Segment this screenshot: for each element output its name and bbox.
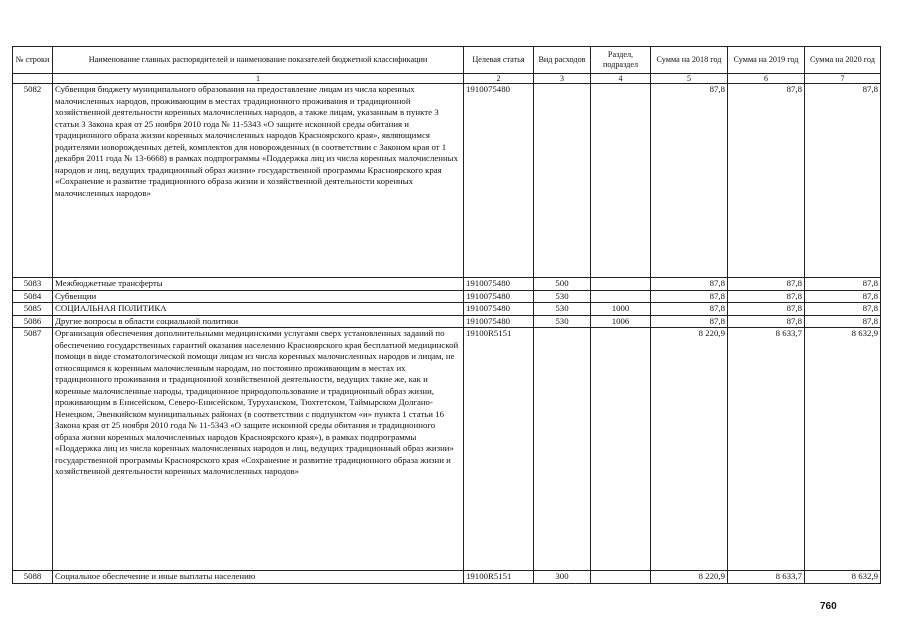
row-number: 5087 <box>13 328 53 571</box>
row-sum-2018: 8 220,9 <box>651 328 728 571</box>
row-expense-type: 500 <box>534 278 591 291</box>
header-num: № строки <box>13 47 53 74</box>
row-sum-2019: 8 633,7 <box>728 571 805 584</box>
row-name: Социальное обеспечение и иные выплаты населению <box>53 571 464 584</box>
row-name: Субвенция бюджету муниципального образования на предоставление лицам из числа коренных малочисленных народов, проживающим в местах традиционного проживания и традиционной хозяйственной деятельности коренных малочисленных народов, а также лицам, указанным в пункте 3 статьи 3 Закона края от 25 ноября 2010 года № 11-5343 «О защите исконной среды обитания и традиционного образа жизни коренных малочисленных народов Красноярского края», являющимся родителями новорожденных детей, комплектов для новорожденных (в соответствии с Законом края от 1 декабря 2011 года № 13-6668) в рамках подпрограммы «Поддержка лиц из числа коренных малочисленных народов и лиц, ведущих традиционный образ жизни» государственной программы Красноярского края «Сохранение и развитие традиционного образа жизни и хозяйственной деятельности коренных малочисленных народов» <box>53 84 464 278</box>
row-name: Субвенции <box>53 290 464 303</box>
row-section: 1000 <box>591 303 651 316</box>
row-number: 5084 <box>13 290 53 303</box>
row-number: 5086 <box>13 315 53 328</box>
header-code: Целевая статья <box>464 47 534 74</box>
row-sum-2020: 8 632,9 <box>805 571 881 584</box>
row-sum-2018: 87,8 <box>651 290 728 303</box>
table-row <box>13 315 881 328</box>
column-index: 2 <box>464 74 534 84</box>
row-name: СОЦИАЛЬНАЯ ПОЛИТИКА <box>53 303 464 316</box>
header-row <box>13 47 881 74</box>
column-index: 1 <box>53 74 464 84</box>
row-expense-type <box>534 84 591 278</box>
row-sum-2020: 87,8 <box>805 278 881 291</box>
row-sum-2019: 87,8 <box>728 290 805 303</box>
table-row <box>13 84 881 278</box>
table-row <box>13 571 881 584</box>
row-section <box>591 571 651 584</box>
row-target-code: 1910075480 <box>464 278 534 291</box>
row-sum-2019: 87,8 <box>728 278 805 291</box>
header-razdel: Раздел, подраздел <box>591 47 651 74</box>
table-row <box>13 328 881 571</box>
row-target-code: 19100R5151 <box>464 571 534 584</box>
row-target-code: 1910075480 <box>464 84 534 278</box>
row-section <box>591 328 651 571</box>
row-sum-2019: 8 633,7 <box>728 328 805 571</box>
row-expense-type: 530 <box>534 290 591 303</box>
row-sum-2018: 87,8 <box>651 84 728 278</box>
row-section <box>591 278 651 291</box>
column-index <box>13 74 53 84</box>
column-index: 4 <box>591 74 651 84</box>
row-sum-2020: 87,8 <box>805 290 881 303</box>
row-number: 5085 <box>13 303 53 316</box>
row-sum-2018: 87,8 <box>651 278 728 291</box>
header-sum-2018: Сумма на 2018 год <box>651 47 728 74</box>
header-sum-2019: Сумма на 2019 год <box>728 47 805 74</box>
header-vid: Вид расходов <box>534 47 591 74</box>
row-name: Другие вопросы в области социальной политики <box>53 315 464 328</box>
row-sum-2019: 87,8 <box>728 84 805 278</box>
header-name: Наименование главных распорядителей и наименование показателей бюджетной классификации <box>53 47 464 74</box>
row-target-code: 19100R5151 <box>464 328 534 571</box>
row-name: Межбюджетные трансферты <box>53 278 464 291</box>
row-expense-type <box>534 328 591 571</box>
column-index: 7 <box>805 74 881 84</box>
column-index: 6 <box>728 74 805 84</box>
column-index: 5 <box>651 74 728 84</box>
row-target-code: 1910075480 <box>464 290 534 303</box>
row-number: 5082 <box>13 84 53 278</box>
budget-table <box>12 46 881 584</box>
row-name: Организация обеспечения дополнительными медицинскими услугами сверх установленных заданий по обеспечению государственных гарантий оказания населению Красноярского края бесплатной медицинской помощи в виде стоматологической помощи лицам из числа коренных малочисленных народов и лицам, не относящимся к коренным малочисленным народам, но постоянно проживающим в местах их традиционного проживания и традиционной хозяйственной деятельности, ведущих такие же, как и коренные малочисленные народы, традиционное природопользование и традиционный образ жизни, проживающим в Енисейском, Северо-Енисейском, Туруханском, Тюхтетском, Таймырском Долгано-Ненецком, Эвенкийском муниципальных районах (в соответствии с подпунктом «и» пункта 1 статьи 16 Закона края от 25 ноября 2010 года № 11-5343 «О защите исконной среды обитания и традиционного образа жизни коренных малочисленных народов Красноярского края»), в рамках подпрограммы «Поддержка лиц из числа коренных малочисленных народов и лиц, ведущих традиционный образ жизни» государственной программы Красноярского края «Сохранение и развитие традиционного образа жизни и хозяйственной деятельности коренных малочисленных народов» <box>53 328 464 571</box>
row-sum-2020: 87,8 <box>805 84 881 278</box>
row-sum-2018: 87,8 <box>651 315 728 328</box>
column-index: 3 <box>534 74 591 84</box>
row-sum-2020: 8 632,9 <box>805 328 881 571</box>
row-sum-2019: 87,8 <box>728 315 805 328</box>
row-target-code: 1910075480 <box>464 315 534 328</box>
table-row <box>13 290 881 303</box>
row-expense-type: 530 <box>534 315 591 328</box>
row-section <box>591 290 651 303</box>
page-number: 760 <box>820 601 837 612</box>
row-section: 1006 <box>591 315 651 328</box>
row-number: 5083 <box>13 278 53 291</box>
column-index-row <box>13 74 881 84</box>
row-target-code: 1910075480 <box>464 303 534 316</box>
row-section <box>591 84 651 278</box>
row-sum-2018: 87,8 <box>651 303 728 316</box>
table-row <box>13 303 881 316</box>
row-sum-2020: 87,8 <box>805 303 881 316</box>
row-expense-type: 530 <box>534 303 591 316</box>
row-sum-2018: 8 220,9 <box>651 571 728 584</box>
row-expense-type: 300 <box>534 571 591 584</box>
row-number: 5088 <box>13 571 53 584</box>
row-sum-2019: 87,8 <box>728 303 805 316</box>
header-sum-2020: Сумма на 2020 год <box>805 47 881 74</box>
table-row <box>13 278 881 291</box>
row-sum-2020: 87,8 <box>805 315 881 328</box>
